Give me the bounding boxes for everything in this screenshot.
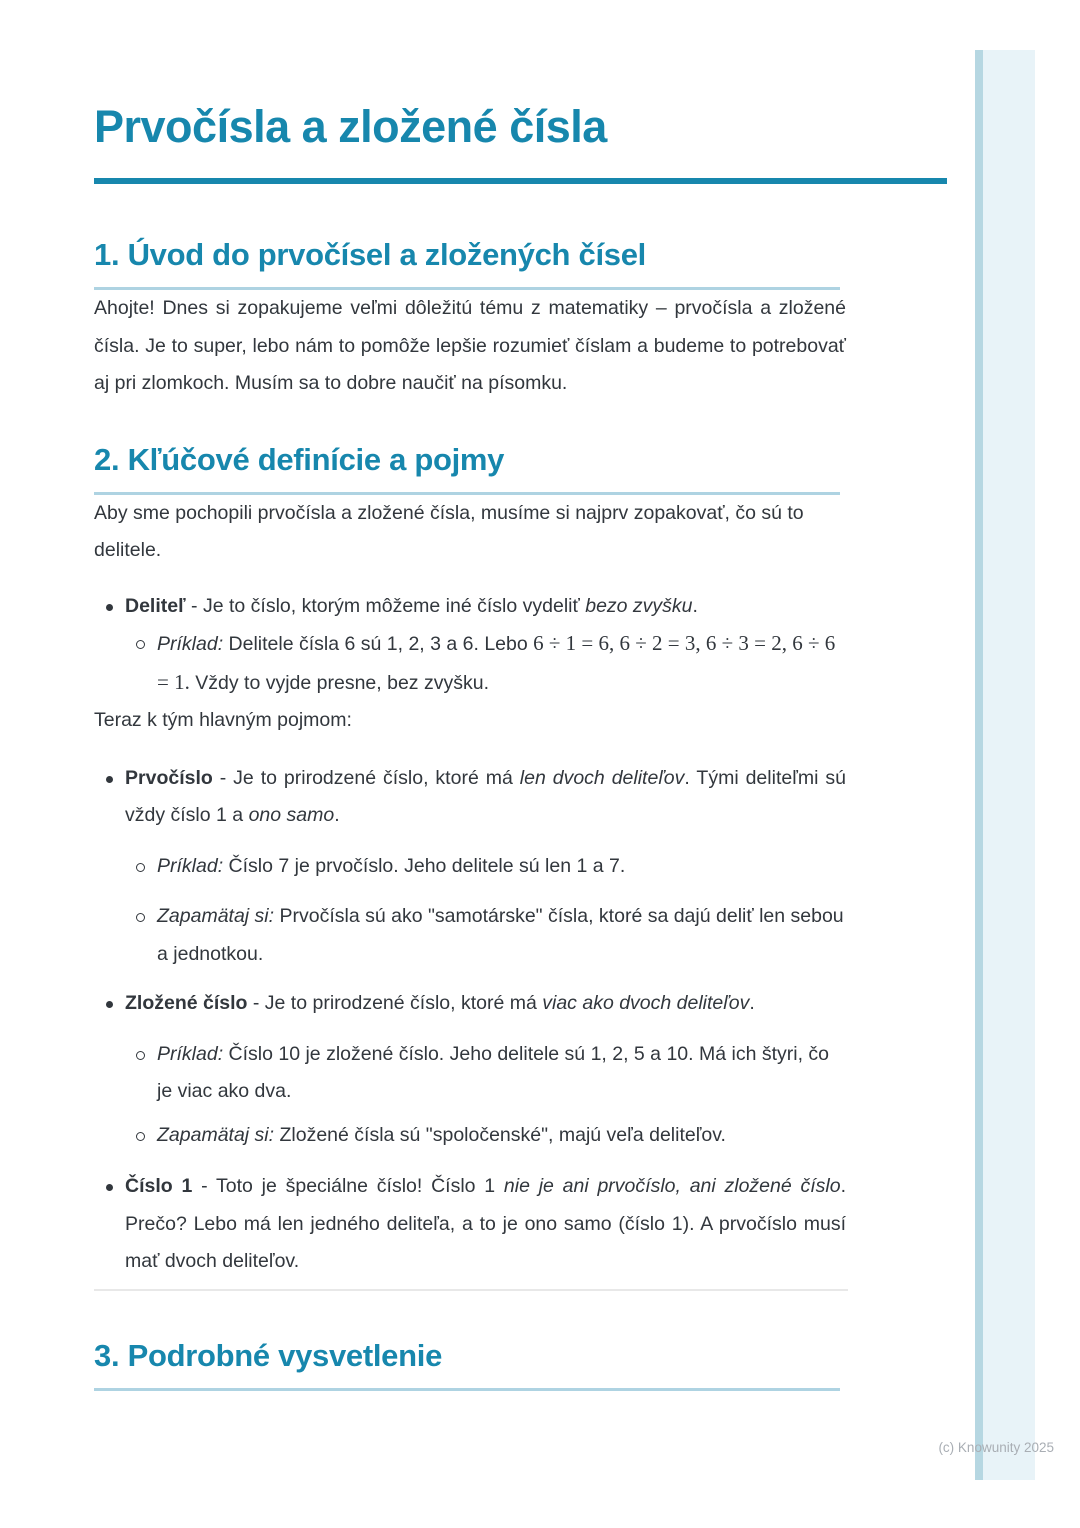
text-fragment: - Je to prirodzené číslo, ktoré má (212, 766, 520, 789)
emphasis-fragment: ono samo (248, 804, 335, 826)
emphasis-fragment: nie je ani prvočíslo, ani zložené číslo (503, 1175, 841, 1197)
sublist-item-zlozene-priklad (94, 1036, 846, 1111)
circle-bullet-icon (94, 1117, 157, 1155)
bullet-icon (94, 760, 125, 798)
priklad-label: Príklad: (157, 854, 224, 877)
math-fragment: 6 ÷ 1 = 6, 6 ÷ 2 = 3, 6 ÷ 3 = 2, 6 ÷ 6 = 1. (157, 631, 836, 694)
text-fragment: - Je to číslo, ktorým môžeme iné číslo vydeliť (185, 594, 586, 617)
list-item-delitel (94, 588, 846, 626)
section-2-outro: Teraz k tým hlavným pojmom: (94, 709, 352, 731)
sublist-item-text (157, 848, 846, 886)
term-cislo-1: Číslo 1 (125, 1175, 193, 1197)
bullet-icon (94, 1168, 125, 1206)
text-fragment: . (334, 804, 340, 826)
text-fragment: . (749, 992, 755, 1014)
bullet-icon (94, 588, 125, 626)
bullet-icon (94, 985, 125, 1023)
document-content (94, 0, 846, 1391)
section-3-rule (94, 1388, 840, 1391)
section-1-paragraph: Ahojte! Dnes si zopakujeme veľmi dôležitú tému z matematiky – prvočísla a zložené čísla. Je to super, lebo nám to pomôže lepšie rozumieť číslam a budeme to potrebovať aj pri zlomkoch. Musím sa to dobre naučiť na písomku. (94, 297, 846, 394)
text-fragment: - Je to prirodzené číslo, ktoré má (247, 992, 543, 1014)
term-delitel: Deliteľ (125, 594, 186, 617)
text-fragment: . (692, 594, 698, 617)
list-item-prvocislo (94, 760, 846, 835)
page-title: Prvočísla a zložené čísla (94, 101, 607, 152)
list-item-prvocislo-text (125, 760, 846, 835)
section-1-heading: 1. Úvod do prvočísel a zložených čísel (94, 237, 646, 272)
priklad-label: Príklad: (157, 1042, 224, 1065)
text-fragment: Zložené čísla sú "spoločenské", majú veľa deliteľov. (274, 1123, 726, 1146)
text-fragment: Vždy to vyjde presne, bez zvyšku. (189, 671, 489, 694)
emphasis-fragment: bezo zvyšku (585, 594, 693, 617)
sublist-item-zlozene-zapamataj (94, 1117, 846, 1155)
section-divider (94, 1289, 848, 1291)
zapamataj-label: Zapamätaj si: (157, 905, 275, 927)
text-fragment: . Tými deliteľmi sú vždy číslo 1 a (125, 766, 846, 826)
list-item-zlozene (94, 985, 846, 1023)
title-underline-rule (94, 178, 947, 184)
list-item-cislo-1 (94, 1168, 846, 1281)
sublist-item-text (157, 898, 846, 973)
text-fragment: Číslo 10 je zložené číslo. Jeho delitele sú 1, 2, 5 a 10. Má ich štyri, čo je viac ako dva. (157, 1042, 829, 1102)
copyright-notice: (c) Knowunity 2025 (938, 1440, 1054, 1455)
list-item-zlozene-text (125, 985, 846, 1023)
term-zlozene: Zložené číslo (125, 992, 248, 1014)
text-fragment: - Toto je špeciálne číslo! Číslo 1 (192, 1175, 504, 1197)
section-2-heading: 2. Kľúčové definície a pojmy (94, 441, 505, 477)
circle-bullet-icon (94, 625, 157, 663)
text-fragment: Prvočísla sú ako "samotárske" čísla, ktoré sa dajú deliť len sebou a jednotkou. (157, 905, 844, 965)
text-fragment: Delitele čísla 6 sú 1, 2, 3 a 6. Lebo (223, 633, 534, 655)
sublist-item-prvocislo-zapamataj (94, 898, 846, 973)
term-prvocislo: Prvočíslo (125, 766, 213, 789)
sublist-item-delitel-priklad (94, 625, 846, 702)
text-fragment: . Prečo? Lebo má len jedného deliteľa, a to je ono samo (číslo 1). A prvočíslo musí mať dvoch deliteľov. (125, 1175, 847, 1272)
zapamataj-label: Zapamätaj si: (157, 1123, 275, 1146)
section-3-heading: 3. Podrobné vysvetlenie (94, 1337, 443, 1373)
priklad-label: Príklad: (157, 633, 224, 655)
sublist-item-prvocislo-priklad (94, 848, 846, 886)
text-fragment: Číslo 7 je prvočíslo. Jeho delitele sú len 1 a 7. (223, 854, 626, 877)
circle-bullet-icon (94, 1036, 157, 1074)
section-2-intro: Aby sme pochopili prvočísla a zložené čísla, musíme si najprv zopakovať, čo sú to delitele. (94, 501, 804, 561)
emphasis-fragment: len dvoch deliteľov (519, 766, 685, 789)
sublist-item-text (157, 1036, 846, 1111)
sublist-item-text (157, 625, 846, 702)
sublist-item-text (157, 1117, 846, 1155)
list-item-cislo-1-text (125, 1168, 846, 1281)
circle-bullet-icon (94, 848, 157, 886)
emphasis-fragment: viac ako dvoch deliteľov (542, 992, 750, 1014)
circle-bullet-icon (94, 898, 157, 936)
list-item-delitel-text (125, 588, 846, 626)
right-margin-strip (975, 50, 1035, 1480)
